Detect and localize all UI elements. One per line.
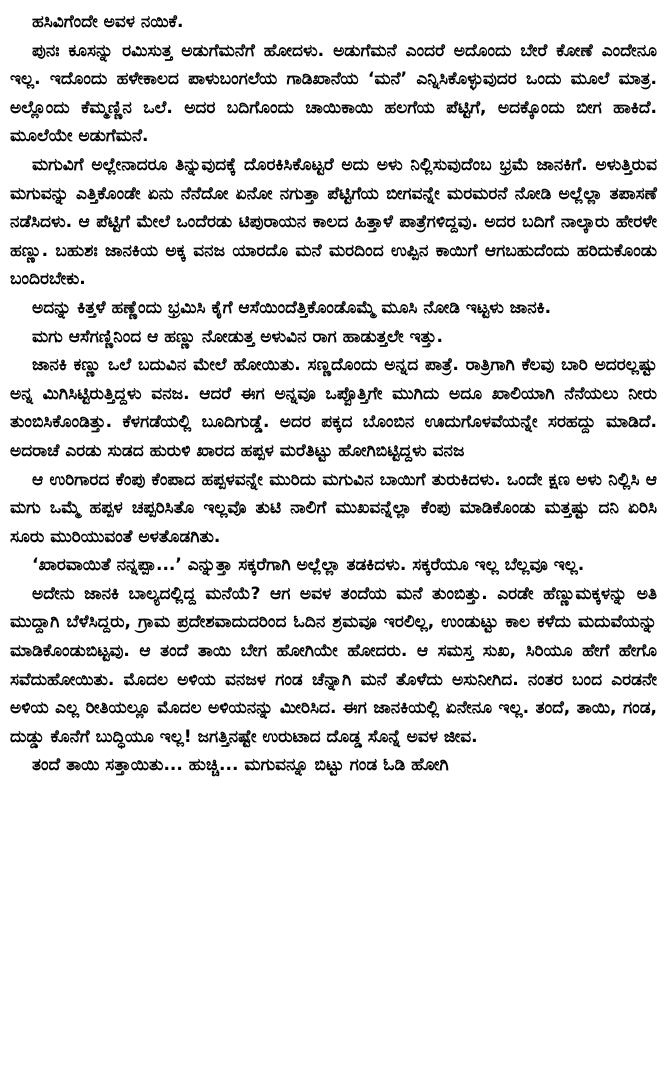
paragraph-8: ‘ಖಾರವಾಯಿತೆ ನನ್ನಪ್ಪಾ...’ ಎನ್ನುತ್ತಾ ಸಕ್ಕರೆಗಾಗಿ ಅಲ್ಲೆಲ್ಲಾ ತಡಕಿದಳು. ಸಕ್ಕರೆಯೂ ಇಲ್ಲ ಬೆಲ್ಲವೂ ಇಲ್ಲ. [32, 555, 585, 576]
paragraph-7: ಆ ಉರಿಗಾರದ ಕೆಂಪು ಕೆಂಪಾದ ಹಪ್ಪಳವನ್ನೇ ಮುರಿದು ಮಗುವಿನ ಬಾಯಿಗೆ ತುರುಕಿದಳು. ಒಂದೇ ಕ್ಷಣ ಅಳು ನಿಲ್ಲಿಸಿ ಆ ಮಗು ಒಮ್ಮೆ ಹಪ್ಪಳ ಚಪ್ಪರಿಸಿತೊ ಇಲ್ಲವೊ ತುಟಿ ನಾಲಿಗೆ ಮುಖವನ್ನೆಲ್ಲಾ ಕೆಂಪು ಮಾಡಿಕೊಂಡು ಮತ್ತಷ್ಟು ದನಿ ಏರಿಸಿ ಸೂರು ಮುರಿಯುವಂತೆ ಅಳತೊಡಗಿತು. [10, 469, 657, 547]
paragraph-10: ತಂದೆ ತಾಯಿ ಸತ್ತಾಯಿತು... ಹುಚ್ಚಿ... ಮಗುವನ್ನೂ ಬಿಟ್ಟು ಗಂಡ ಓಡಿ ಹೋಗಿ [32, 755, 449, 776]
paragraph-9: ಅದೇನು ಜಾನಕಿ ಬಾಲ್ಯದಲ್ಲಿದ್ದ ಮನೆಯೆ? ಆಗ ಅವಳ ತಂದೆಯ ಮನೆ ತುಂಬಿತ್ತು. ಎರಡೇ ಹೆಣ್ಣುಮಕ್ಕಳನ್ನು ಅತಿ ಮುದ್ದಾಗಿ ಬೆಳೆಸಿದ್ದರು, ಗ್ರಾಮ ಪ್ರದೇಶವಾದುದರಿಂದ ಓದಿನ ಶ್ರಮವೂ ಇರಲಿಲ್ಲ, ಉಂಡುಟ್ಟು ಕಾಲ ಕಳೆದು ಮದುವೆಯನ್ನು ಮಾಡಿಕೊಂಡುಬಿಟ್ಟವು. ಆ ತಂದೆ ತಾಯಿ ಬೇಗ ಹೋಗಿಯೇ ಹೋದರು. ಆ ಸಮಸ್ತ ಸುಖ, ಸಿರಿಯೂ ಹೇಗೆ ಹೇಗೊ ಸವೆದುಹೋಯಿತು. ಮೊದಲ ಅಳಿಯ ವನಜಳ ಗಂಡ ಚೆನ್ನಾಗಿ ಮನೆ ತೊಳೆದು ಅಸುನೀಗಿದ. ನಂತರ ಬಂದ ಎರಡನೇ ಅಳಿಯ ಎಲ್ಲ ರೀತಿಯಲ್ಲೂ ಮೊದಲ ಅಳಿಯನನ್ನು ಮೀರಿಸಿದ. ಈಗ ಜಾನಕಿಯಲ್ಲಿ ಏನೇನೂ ಇಲ್ಲ. ತಂದೆ, ತಾಯಿ, ಗಂಡ, ದುಡ್ಡು ಕೊನೆಗೆ ಬುದ್ಧಿಯೂ ಇಲ್ಲ! ಜಗತ್ತಿನಷ್ಟೇ ಉರುಟಾದ ದೊಡ್ಡ ಸೊನ್ನೆ ಅವಳ ಜೀವ. [10, 583, 657, 747]
paragraph-1: ಹಸಿವಿಗೆಂದೇ ಅವಳ ನಯಿಕೆ. [32, 12, 184, 32]
paragraph-5: ಮಗು ಆಸೆಗಣ್ಣಿನಿಂದ ಆ ಹಣ್ಣು ನೋಡುತ್ತ ಅಳುವಿನ ರಾಗ ಹಾಡುತ್ತಲೇ ಇತ್ತು. [32, 326, 443, 347]
paragraph-4: ಅದನ್ನು ಕಿತ್ತಳೆ ಹಣ್ಣೆಂದು ಭ್ರಮಿಸಿ ಕೈಗೆ ಆಸೆಯಿಂದೆತ್ತಿಕೊಂಡೊಮ್ಮೆ ಮೂಸಿ ನೋಡಿ ಇಟ್ಟಳು ಜಾನಕಿ. [32, 297, 552, 318]
paragraph-2: ಪುನಃ ಕೂಸನ್ನು ರಮಿಸುತ್ತ ಅಡುಗೆಮನೆಗೆ ಹೋದಳು. ಅಡುಗೆಮನೆ ಎಂದರೆ ಅದೊಂದು ಬೇರೆ ಕೋಣೆ ಎಂದೇನೂ ಇಲ್ಲ. ಇದೊಂದು ಹಳೇಕಾಲದ ಪಾಳುಬಂಗಲೆಯ ಗಾಡಿಖಾನೆಯ ‘ಮನೆ’ ಎನ್ನಿಸಿಕೊಳ್ಳುವುದರ ಒಂದು ಮೂಲೆ ಮಾತ್ರ. ಅಲ್ಲೊಂದು ಕೆಮ್ಮಣ್ಣಿನ ಒಲೆ. ಅದರ ಬದಿಗೊಂದು ಚಾಯಿಕಾಯಿ ಹಲಗೆಯ ಪೆಟ್ಟಿಗೆ, ಅದಕ್ಕೊಂದು ಬೀಗ ಹಾಕಿದೆ. ಮೂಲೆಯೇ ಅಡುಗೆಮನೆ. [10, 40, 657, 147]
paragraph-3: ಮಗುವಿಗೆ ಅಲ್ಲೇನಾದರೂ ತಿನ್ನುವುದಕ್ಕೆ ದೊರಕಿಸಿಕೊಟ್ಟರೆ ಅದು ಅಳು ನಿಲ್ಲಿಸುವುದೆಂಬ ಭ್ರಮೆ ಜಾನಕಿಗೆ. ಅಳುತ್ತಿರುವ ಮಗುವನ್ನು ಎತ್ತಿಕೊಂಡೇ ಏನು ನೆನೆದೋ ಏನೋ ನಗುತ್ತಾ ಪೆಟ್ಟಿಗೆಯ ಬೀಗವನ್ನೇ ಮರಮರನೆ ನೋಡಿ ಅಲ್ಲೆಲ್ಲಾ ತಪಾಸಣೆ ನಡೆಸಿದಳು. ಆ ಪೆಟ್ಟಿಗೆ ಮೇಲೆ ಒಂದೆರಡು ಟಿಪುರಾಯನ ಕಾಲದ ಹಿತ್ತಾಳೆ ಪಾತ್ರೆಗಳಿದ್ದವು. ಅದರ ಬದಿಗೆ ನಾಲ್ಕಾರು ಹೇರಳೇ ಹಣ್ಣು. ಬಹುಶಃ ಜಾನಕಿಯ ಅಕ್ಕ ವನಜ ಯಾರದೊ ಮನೆ ಮರದಿಂದ ಉಪ್ಪಿನ ಕಾಯಿಗೆ ಆಗಬಹುದೆಂದು ಹರಿದುಕೊಂಡು ಬಂದಿರಬೇಕು. [10, 154, 657, 290]
paragraph-6: ಜಾನಕಿ ಕಣ್ಣು ಒಲೆ ಬದುವಿನ ಮೇಲೆ ಹೋಯಿತು. ಸಣ್ಣದೊಂದು ಅನ್ನದ ಪಾತ್ರೆ. ರಾತ್ರಿಗಾಗಿ ಕೆಲವು ಬಾರಿ ಅದರಲ್ಲಷ್ಟು ಅನ್ನ ಮಿಗಿಸಿಟ್ಟಿರುತ್ತಿದ್ದಳು ವನಜ. ಆದರೆ ಈಗ ಅನ್ನವೂ ಒಪ್ಪೊತ್ತಿಗೇ ಮುಗಿದು ಅದೂ ಖಾಲಿಯಾಗಿ ನೆನೆಯಲು ನೀರು ತುಂಬಿಸಿಕೊಂಡಿತ್ತು. ಕೆಳಗಡೆಯಲ್ಲಿ ಬೂದಿಗುಡ್ಡೆ. ಅದರ ಪಕ್ಕದ ಬೊಂಬಿನ ಊದುಗೊಳವೆಯನ್ನೇ ಸರಹದ್ದು ಮಾಡಿದೆ. ಅದರಾಚೆ ಎರಡು ಸುಡದ ಹುರುಳಿ ಖಾರದ ಹಪ್ಪಳ ಮರೆತಿಟ್ಟು ಹೋಗಿಬಿಟ್ಟಿದ್ದಳು ವನಜ [10, 355, 657, 461]
